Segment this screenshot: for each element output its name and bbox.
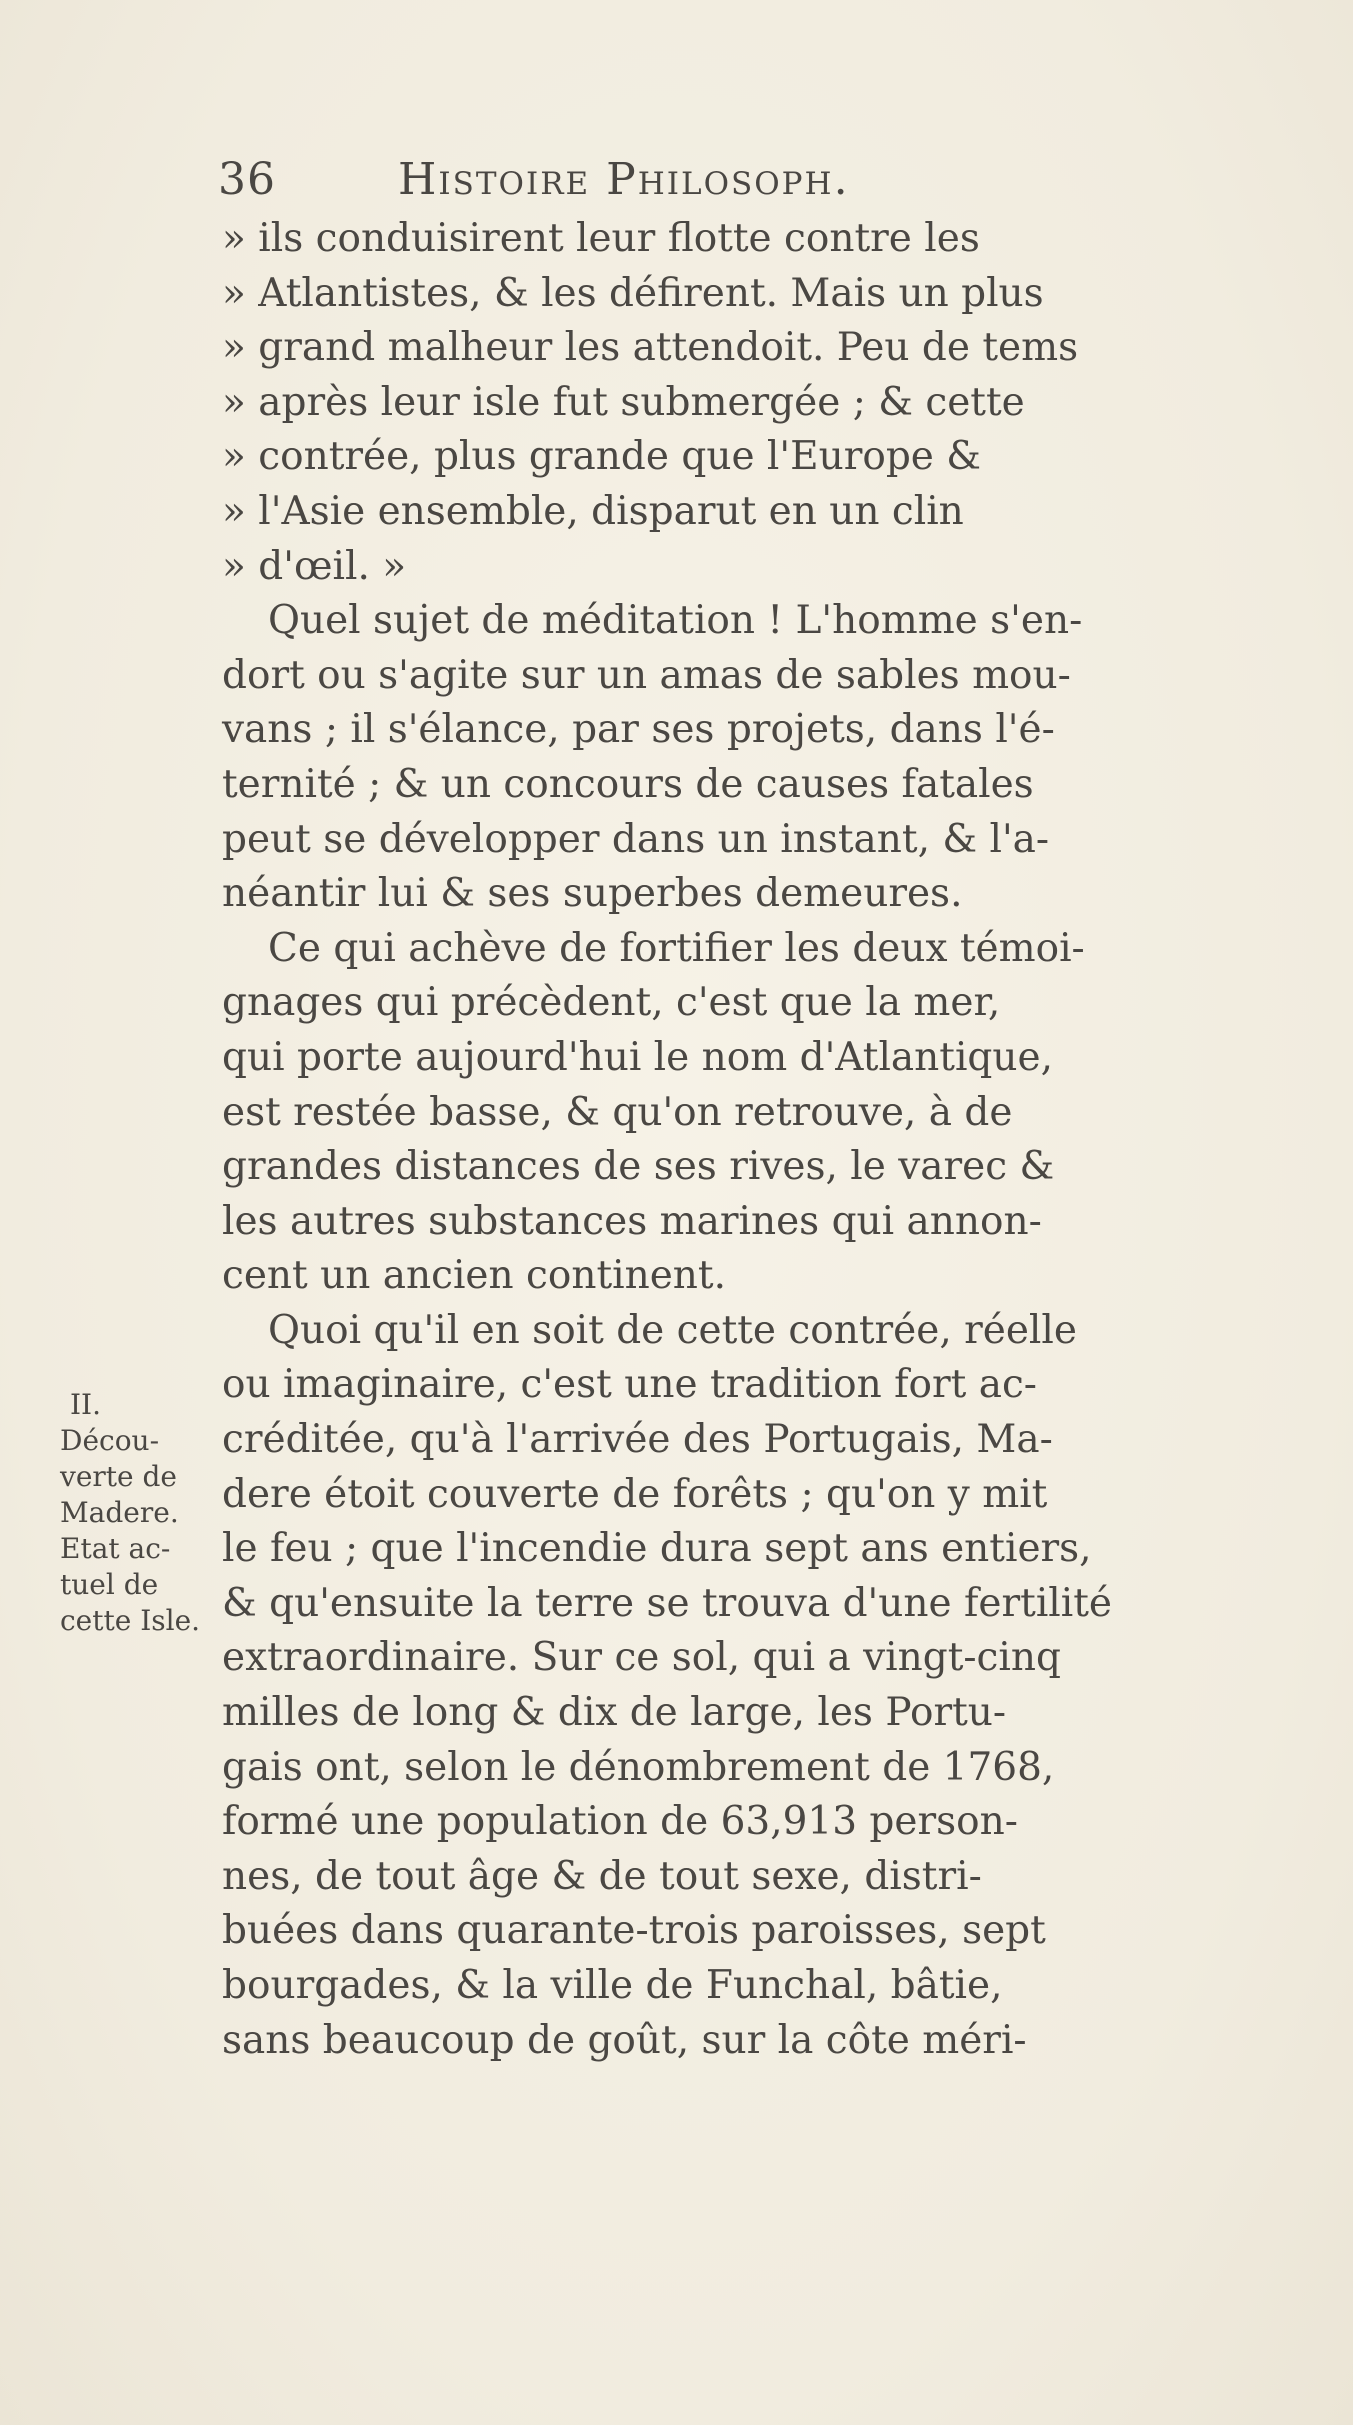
text-line: » contrée, plus grande que l'Europe & [222,434,981,480]
margin-note-line: Etat ac- [60,1532,171,1565]
text-line: vans ; il s'élance, par ses projets, dans l'é- [222,707,1055,753]
text-line: est restée basse, & qu'on retrouve, à de [222,1089,1013,1135]
text-line: les autres substances marines qui annon- [222,1198,1042,1244]
text-line: » ils conduisirent leur flotte contre les [222,216,980,261]
margin-note-line: cette Isle. [60,1604,201,1637]
text-line: le feu ; que l'incendie dura sept ans entiers, [222,1526,1092,1572]
running-title: Histoire Philosoph. [398,154,850,205]
text-line: sans beaucoup de goût, sur la côte méri- [222,2017,1027,2063]
margin-note-number: II. [70,1388,102,1421]
text-line: » grand malheur les attendoit. Peu de tems [222,325,1079,371]
text-line: extraordinaire. Sur ce sol, qui a vingt-cinq [222,1635,1061,1681]
page-number: 36 [218,154,276,205]
body-text [222,212,1262,2068]
paragraph-start: Quel sujet de méditation ! L'homme s'en- [268,598,1083,644]
margin-note-line: verte de [60,1460,177,1493]
text-line: » Atlantistes, & les défirent. Mais un plus [222,270,1044,316]
text-line: dere étoit couverte de forêts ; qu'on y mit [222,1471,1048,1517]
text-line: » après leur isle fut submergée ; & cette [222,379,1025,425]
text-line: ternité ; & un concours de causes fatales [222,761,1034,807]
text-line: néantir lui & ses superbes demeures. [222,871,963,917]
margin-note-line: Madere. [60,1496,179,1529]
text-line: cent un ancien continent. [222,1253,726,1299]
margin-note-line: tuel de [60,1568,159,1601]
text-line: formé une population de 63,913 person- [222,1799,1018,1845]
margin-note-line: Décou- [60,1424,160,1457]
text-line: peut se développer dans un instant, & l'a- [222,816,1050,862]
margin-note [60,1387,232,1639]
text-line: qui porte aujourd'hui le nom d'Atlantique, [222,1034,1053,1080]
text-line: & qu'ensuite la terre se trouva d'une fertilité [222,1580,1112,1626]
text-line: grandes distances de ses rives, le varec & [222,1144,1055,1190]
text-line: gnages qui précèdent, c'est que la mer, [222,980,1001,1026]
paragraph-start: Ce qui achève de fortifier les deux témoi- [268,925,1085,971]
paragraph-start: Quoi qu'il en soit de cette contrée, réelle [268,1307,1077,1353]
text-line: nes, de tout âge & de tout sexe, distri- [222,1853,982,1899]
page-header [218,150,1258,210]
text-line: dort ou s'agite sur un amas de sables mou- [222,652,1071,698]
text-line: » d'œil. » [222,543,407,589]
text-line: ou imaginaire, c'est une tradition fort ac- [222,1362,1037,1408]
text-line: » l'Asie ensemble, disparut en un clin [222,488,964,534]
text-line: bourgades, & la ville de Funchal, bâtie, [222,1963,1003,2008]
text-line: créditée, qu'à l'arrivée des Portugais, Ma- [222,1417,1053,1463]
text-line: milles de long & dix de large, les Portu- [222,1690,1007,1736]
text-line: gais ont, selon le dénombrement de 1768, [222,1744,1055,1790]
text-line: buées dans quarante-trois paroisses, sept [222,1908,1046,1954]
